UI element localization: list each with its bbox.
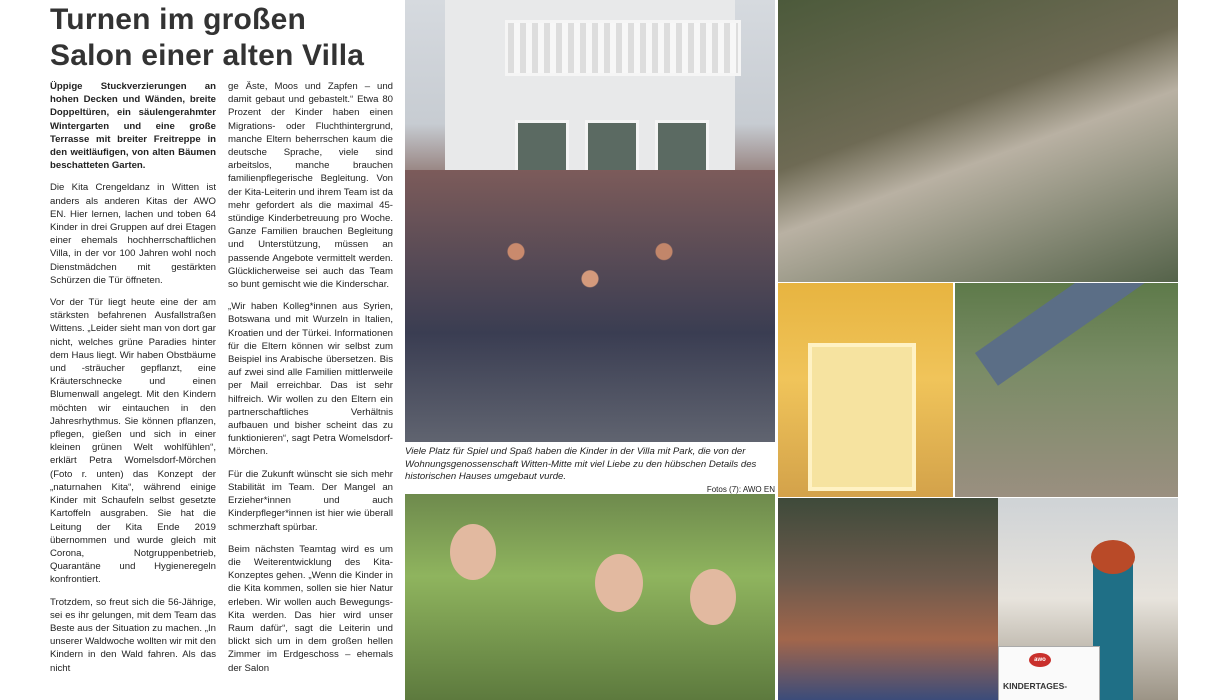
text-column-2 xyxy=(228,80,393,684)
child-face xyxy=(450,524,496,580)
body-paragraph: Die Kita Crengeldanz in Witten ist anders als anderen Kitas der AWO EN. Hier lernen, lachen und toben 64 Kinder in drei Gruppen auf drei Etagen einer ehemals hochherrschaftlichen Villa, in der vor 100 Jahren wohl noch Dienstmädchen mit gestärkten Schürzen die Tür öffneten. xyxy=(50,182,216,286)
body-paragraph: „Wir haben Kolleg*innen aus Syrien, Botswana und mit Wurzeln in Italien, Kroatien und der Türkei. Informationen für die Eltern können wir selbst zum Beispiel ins Arabische übersetzen. Bis auf zwei sind alle Familien mittlerweile per Mail erreichbar. Das ist sehr hilfreich. Wir wollen zu den Eltern ein partnerschaftliches Verhältnis aufbauen und bisher scheint das zu funktionieren“, sagt Petra Womelsdorf-Mörchen. xyxy=(228,301,393,458)
awo-logo-icon: awo xyxy=(1029,653,1051,667)
page-margin xyxy=(1178,0,1215,700)
body-paragraph: Trotzdem, so freut sich die 56-Jährige, sei es ihr gelungen, mit dem Team das Beste aus der Situation zu machen. „In unserer Waldwoche wollten wir mit den Kindern in den Wald fahren. Als das nicht xyxy=(50,596,217,674)
slide-ramp xyxy=(975,283,1170,386)
body-paragraph: Beim nächsten Teamtag wird es um die Weiterentwicklung des Kita-Konzeptes gehen. „Wenn die Kinder in die Kita kommen, sollen sie hier Natur erleben. Wir wollen auch Bewegungs-Kita werden. Das hier wird unser Raum dafür“, sagt die Leiterin und blickt sich um in dem großen hellen Zimmer im Erdgeschoss – ehemals der Salon xyxy=(228,543,393,674)
group-photo-villa xyxy=(405,0,775,442)
kita-sign-photo xyxy=(998,498,1178,700)
child-face xyxy=(595,554,643,612)
salon-room-photo xyxy=(778,283,953,497)
headline-line-1: Turnen im großen xyxy=(50,3,306,36)
craft-table-photo xyxy=(778,0,1178,282)
body-paragraph: Für die Zukunft wünscht sie sich mehr Stabilität im Team. Der Mangel an Erzieher*innen und auch Kinderpfleger*innen ist hier wie überall schmerzhaft spürbar. xyxy=(228,468,393,533)
body-paragraph: ge Äste, Moos und Zapfen – und damit gebaut und gebastelt.“ Etwa 80 Prozent der Kinder haben einen Migrations- oder Fluchthintergrund, manche Eltern beherrschen kaum die deutsche Sprache, viele sind arbeitslos, manche brauchen familienpflegerische Begleitung. Von der Kita-Leiterin und ihrem Team ist da mehr gefordert als die maximal 45-stündige Kinderbetreuung pro Woche. Ganze Familien brauchen Begleitung und Unterstützung, müssen an passende Angebote vermittelt werden. Glücklicherweise sei auch das Team so bunt gemischt wie die Kinderschar. xyxy=(228,81,393,291)
body-paragraph: Vor der Tür liegt heute eine der am stärksten befahrenen Ausfallstraßen Wittens. „Leider sieht man von dort gar nicht, welches grüne Paradies hinter dem Haus liegt. Wir haben Obstbäume und -sträucher gepflanzt, eine Kräuterschnecke und einen Blumenwall angelegt. Mit den Kindern möchten wir eintauchen in den Jahresrhythmus. Sie können pflanzen, pflegen, gießen und sich in einer kleinen grünen Welt wohlfühlen“, erklärt Petra Womelsdorf-Mörchen (Foto r. unten) das Konzept der „naturnahen Kita“, während einige Kinder mit Schaufeln selbst gesetzte Kartoffeln ausgraben. Sie hat die Leitung der Kita Ende 2019 übernommen und wurde gleich mit Corona, Notgruppenbetrieb, Quarantäne und Hygieneregeln konfrontiert. xyxy=(50,297,216,586)
garden-photo xyxy=(405,494,775,700)
lead-paragraph: Üppige Stuckverzierungen an hohen Decken und Wänden, breite Doppeltüren, ein säulengerahmter Wintergarten und eine große Terrasse mit breiter Freitreppe in den weitläufigen, von alten Bäumen beschatteten Garten. xyxy=(50,81,216,172)
winter-garden-arch xyxy=(808,343,916,491)
article-headline xyxy=(50,2,410,74)
sign-text: KINDERTAGES- xyxy=(1003,681,1068,691)
slide-photo xyxy=(955,283,1178,497)
photo-credit: Fotos (7): AWO EN xyxy=(706,484,775,494)
hair xyxy=(1091,540,1135,574)
villa-balcony xyxy=(505,20,741,76)
headline-line-2: Salon einer alten Villa xyxy=(50,39,365,72)
kita-signboard xyxy=(998,646,1100,700)
children-group xyxy=(405,170,775,442)
caption-text: Viele Platz für Spiel und Spaß haben die Kinder in der Villa mit Park, die von der Wohnungsgenossenschaft Witten-Mitte mit viel Liebe zu den hübschen Details des historischen Hauses umgebaut vurde. xyxy=(405,446,757,482)
villa-facade xyxy=(445,0,735,180)
children-garden-photo xyxy=(778,498,998,700)
text-column-1 xyxy=(50,80,216,684)
photo-caption xyxy=(405,446,775,496)
child-face xyxy=(690,569,736,625)
